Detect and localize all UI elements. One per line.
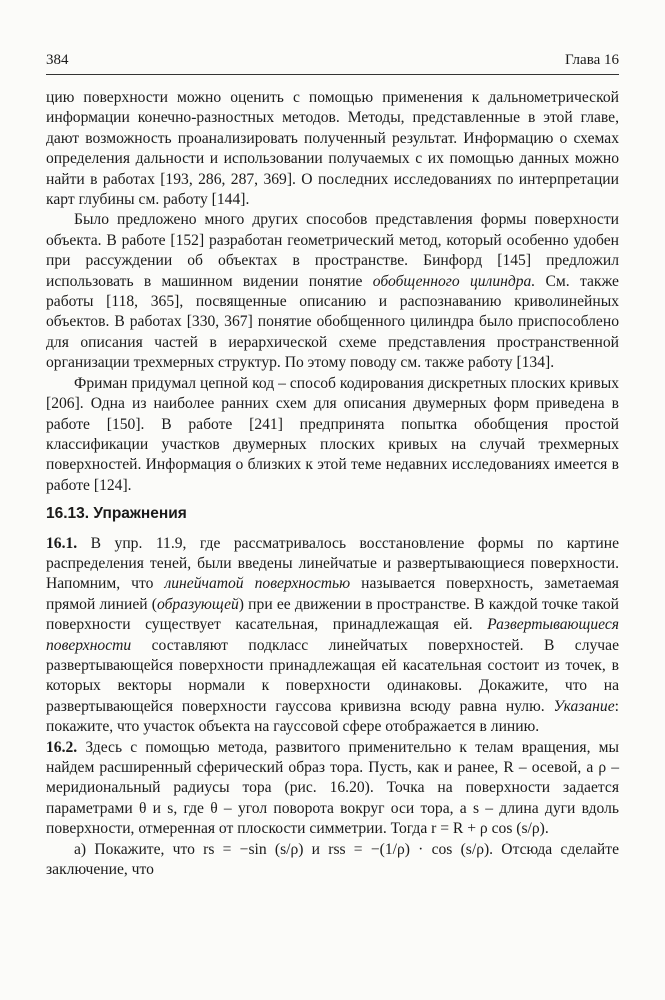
paragraph-2 [46, 210, 619, 373]
page-number: 384 [46, 52, 69, 68]
paragraph-2-text-b: См. также работы [118, 365], посвященные описанию и распознаванию криволинейных объектов. В работах [330, 367] понятие обобщенного цилиндра было приспособлено для описания частей в иерархической схеме представления пространственной организации трехмерных структур. По этому поводу см. также работу [134]. [46, 272, 619, 372]
page-body [46, 88, 619, 880]
paragraph-2-text-a: Было предложено много других способов представления формы поверхности объекта. В работе [152] разработан геометрический метод, который особенно удобен при рассуждении об объектах в пространстве. Бинфорд [145] предложил использовать в машинном видении понятие [46, 211, 619, 290]
exercise-16-1-emphasis-4: Указание [553, 697, 615, 715]
chapter-title: Глава 16 [565, 52, 619, 68]
exercise-16-1-text-b: называется поверхность, заметаемая прямой линией ( [46, 575, 619, 613]
paragraph-3: Фриман придумал цепной код – способ кодирования дискретных плоских кривых [206]. Одна из наиболее ранних схем для описания двумерных форм приведена в работе [150]. В работе [241] предпринята попытка обобщения простой классификации участков двумерных плоских кривых на случай трехмерных поверхностей. Информация о близких к этой теме недавних исследованиях имеется в работе [124]. [46, 374, 619, 494]
exercise-16-1 [46, 534, 619, 738]
exercise-16-2-part-a: а) Покажите, что rs = −sin (s/ρ) и rss = −(1/ρ) · cos (s/ρ). Отсюда сделайте заключение, что [46, 840, 619, 879]
exercise-16-2-number: 16.2. [46, 738, 78, 756]
exercise-16-2-text: Здесь с помощью метода, развитого применительно к телам вращения, мы найдем расширенный сферический образ тора. Пусть, как и ранее, R – осевой, а ρ – меридиональный радиусы тора (рис. 16.20). Точка на поверхности задается параметрами θ и s, где θ – угол поворота вокруг оси тора, а s – длина дуги вдоль поверхности, отмеренная от плоскости симметрии. Тогда r = R + ρ cos (s/ρ). [46, 738, 619, 838]
page-header [46, 52, 619, 72]
header-rule [46, 74, 619, 75]
section-title: 16.13. Упражнения [46, 505, 187, 523]
exercise-16-1-text-a: В упр. 11.9, где рассматривалось восстановление формы по картине распределения теней, были введены линейчатые и развертывающиеся поверхности. Напомним, что [46, 534, 619, 593]
exercise-16-1-text-e: : покажите, что участок объекта на гауссовой сфере отображается в линию. [46, 697, 619, 736]
exercise-16-1-number: 16.1. [46, 534, 78, 552]
exercise-16-1-emphasis-2: образующей [156, 595, 239, 613]
paragraph-1: цию поверхности можно оценить с помощью применения к дальнометрической информации конечно-разностных методов. Методы, представленные в этой главе, дают возможность проанализировать полученный результат. Информацию о схемах определения дальности и использовании получаемых с их помощью данных можно найти в работах [193, 286, 287, 369]. О последних исследованиях по интерпретации карт глубины см. работу [144]. [46, 89, 619, 209]
exercise-16-1-emphasis-3: Развертывающиеся поверхности [46, 616, 619, 654]
exercise-16-1-text-d: составляют подкласс линейчатых поверхностей. В случае развертывающейся поверхности принадлежащая ей касательная состоит из точек, в которых векторы нормали к поверхности одинаковы. Докажите, что на развертывающейся поверхности гауссова кривизна всюду равна нулю. [46, 636, 619, 715]
exercise-16-1-text-c: ) при ее движении в пространстве. В каждой точке такой поверхности существует касательная, принадлежащая ей. [46, 595, 619, 634]
exercise-16-1-emphasis-1: линейчатой поверхностью [164, 575, 351, 593]
paragraph-2-emphasis: обобщенного цилиндра. [372, 272, 536, 290]
exercise-16-2 [46, 738, 619, 840]
